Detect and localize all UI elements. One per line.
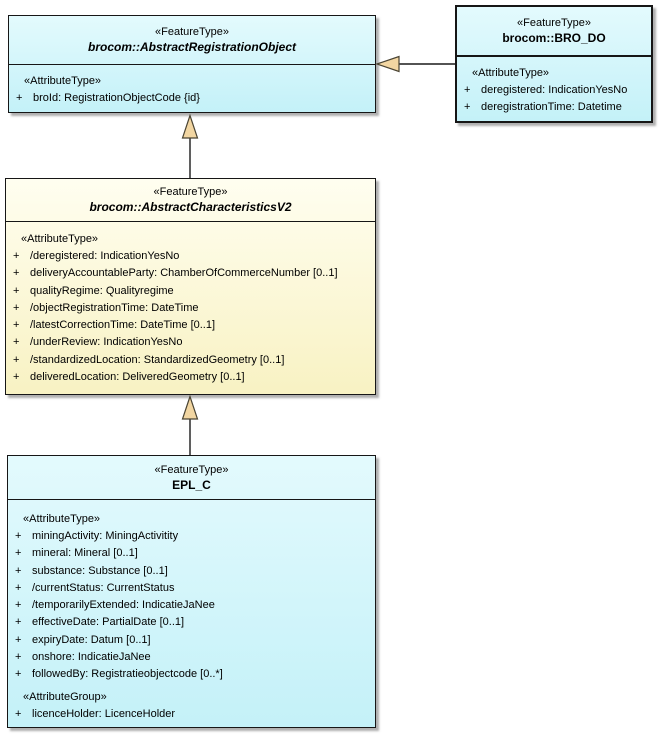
visibility-marker: + <box>13 319 20 332</box>
class-header <box>9 16 375 65</box>
generalization-arrow-brodo-to-registrationobject <box>377 57 455 72</box>
class-box-abstract-characteristics-v2 <box>5 178 376 395</box>
visibility-marker: + <box>13 336 20 349</box>
class-name: brocom::AbstractCharacteristicsV2 <box>89 200 292 214</box>
generalization-triangle-icon <box>183 397 198 420</box>
attribute-row <box>6 300 372 317</box>
attribute-text: mineral: Mineral [0..1] <box>32 547 138 560</box>
visibility-marker: + <box>15 547 22 560</box>
visibility-marker: + <box>16 91 23 104</box>
attribute-text: /underReview: IndicationYesNo <box>30 336 183 349</box>
attribute-text: deliveredLocation: DeliveredGeometry [0..1] <box>30 371 245 384</box>
attribute-text: /currentStatus: CurrentStatus <box>32 581 175 594</box>
attribute-row <box>8 545 372 562</box>
generalization-arrow-characteristics-to-registrationobject <box>183 116 198 179</box>
attribute-row <box>457 99 648 116</box>
attribute-compartment <box>9 65 375 113</box>
attribute-type-header: «AttributeType» <box>472 67 550 79</box>
visibility-marker: + <box>13 371 20 384</box>
class-header <box>8 456 375 500</box>
class-name: brocom::BRO_DO <box>502 31 606 45</box>
visibility-marker: + <box>15 668 22 681</box>
attribute-text: effectiveDate: PartialDate [0..1] <box>32 616 185 629</box>
class-name: EPL_C <box>172 477 211 492</box>
attribute-row <box>8 614 372 631</box>
attribute-compartment <box>8 500 375 727</box>
attribute-row <box>9 90 372 107</box>
visibility-marker: + <box>15 530 22 542</box>
attribute-row <box>6 265 372 282</box>
visibility-marker: + <box>13 301 20 314</box>
attribute-row <box>8 632 372 649</box>
visibility-marker: + <box>13 267 20 280</box>
attribute-text: onshore: IndicatieJaNee <box>32 651 151 664</box>
attribute-text: deliveryAccountableParty: ChamberOfCommerceNumber [0..1] <box>30 267 338 280</box>
visibility-marker: + <box>15 599 22 612</box>
visibility-marker: + <box>464 84 471 96</box>
attribute-row <box>6 248 372 265</box>
attribute-row <box>6 283 372 300</box>
attribute-row <box>8 597 372 614</box>
attribute-text: deregistered: IndicationYesNo <box>481 84 628 96</box>
attribute-type-header: «AttributeType» <box>23 513 101 525</box>
attribute-text: qualityRegime: Qualityregime <box>30 284 174 297</box>
attribute-row <box>8 649 372 666</box>
attribute-compartment <box>457 57 651 121</box>
attribute-text: followedBy: Registratieobjectcode [0..*] <box>32 668 223 681</box>
class-box-bro-do <box>455 5 653 123</box>
attribute-compartment <box>6 222 375 394</box>
visibility-marker: + <box>13 250 20 262</box>
visibility-marker: + <box>13 353 20 366</box>
generalization-arrow-eplc-to-characteristics <box>183 397 198 456</box>
attribute-row <box>8 563 372 580</box>
attribute-type-header: «AttributeType» <box>24 74 102 87</box>
generalization-triangle-icon <box>377 57 399 72</box>
class-header <box>6 179 375 222</box>
attribute-row <box>8 706 372 723</box>
stereotype-label: «FeatureType» <box>155 25 229 38</box>
attribute-group-header: «AttributeGroup» <box>23 690 107 703</box>
attribute-text: miningActivity: MiningActivitity <box>32 530 179 542</box>
attribute-row <box>8 666 372 683</box>
visibility-marker: + <box>15 581 22 594</box>
attribute-text: expiryDate: Datum [0..1] <box>32 633 151 646</box>
visibility-marker: + <box>15 616 22 629</box>
attribute-text: licenceHolder: LicenceHolder <box>32 707 176 720</box>
attribute-row <box>457 82 648 99</box>
visibility-marker: + <box>15 651 22 664</box>
class-box-abstract-registration-object <box>8 15 376 113</box>
class-box-epl-c <box>7 455 376 728</box>
attribute-type-header: «AttributeType» <box>21 233 99 245</box>
attribute-text: /objectRegistrationTime: DateTime <box>30 301 199 314</box>
attribute-text: /latestCorrectionTime: DateTime [0..1] <box>30 319 216 332</box>
attribute-text: /temporarilyExtended: IndicatieJaNee <box>32 599 215 612</box>
attribute-row <box>6 369 372 386</box>
generalization-triangle-icon <box>183 116 198 139</box>
attribute-row <box>8 580 372 597</box>
attribute-text: deregistrationTime: Datetime <box>481 101 622 114</box>
visibility-marker: + <box>464 101 471 114</box>
stereotype-label: «FeatureType» <box>517 17 591 29</box>
stereotype-label: «FeatureType» <box>153 186 228 198</box>
attribute-row <box>6 334 372 351</box>
class-name: brocom::AbstractRegistrationObject <box>87 39 297 54</box>
attribute-text: substance: Substance [0..1] <box>32 564 168 577</box>
stereotype-label: «FeatureType» <box>154 463 229 476</box>
attribute-text: /deregistered: IndicationYesNo <box>30 250 180 262</box>
visibility-marker: + <box>13 284 20 297</box>
visibility-marker: + <box>15 707 22 720</box>
class-header <box>457 7 651 57</box>
attribute-text: /standardizedLocation: StandardizedGeometry [0..1] <box>30 353 285 366</box>
attribute-row <box>6 352 372 369</box>
visibility-marker: + <box>15 633 22 646</box>
attribute-text: broId: RegistrationObjectCode {id} <box>33 91 200 104</box>
visibility-marker: + <box>15 564 22 577</box>
attribute-row <box>6 317 372 334</box>
attribute-row <box>8 528 372 545</box>
